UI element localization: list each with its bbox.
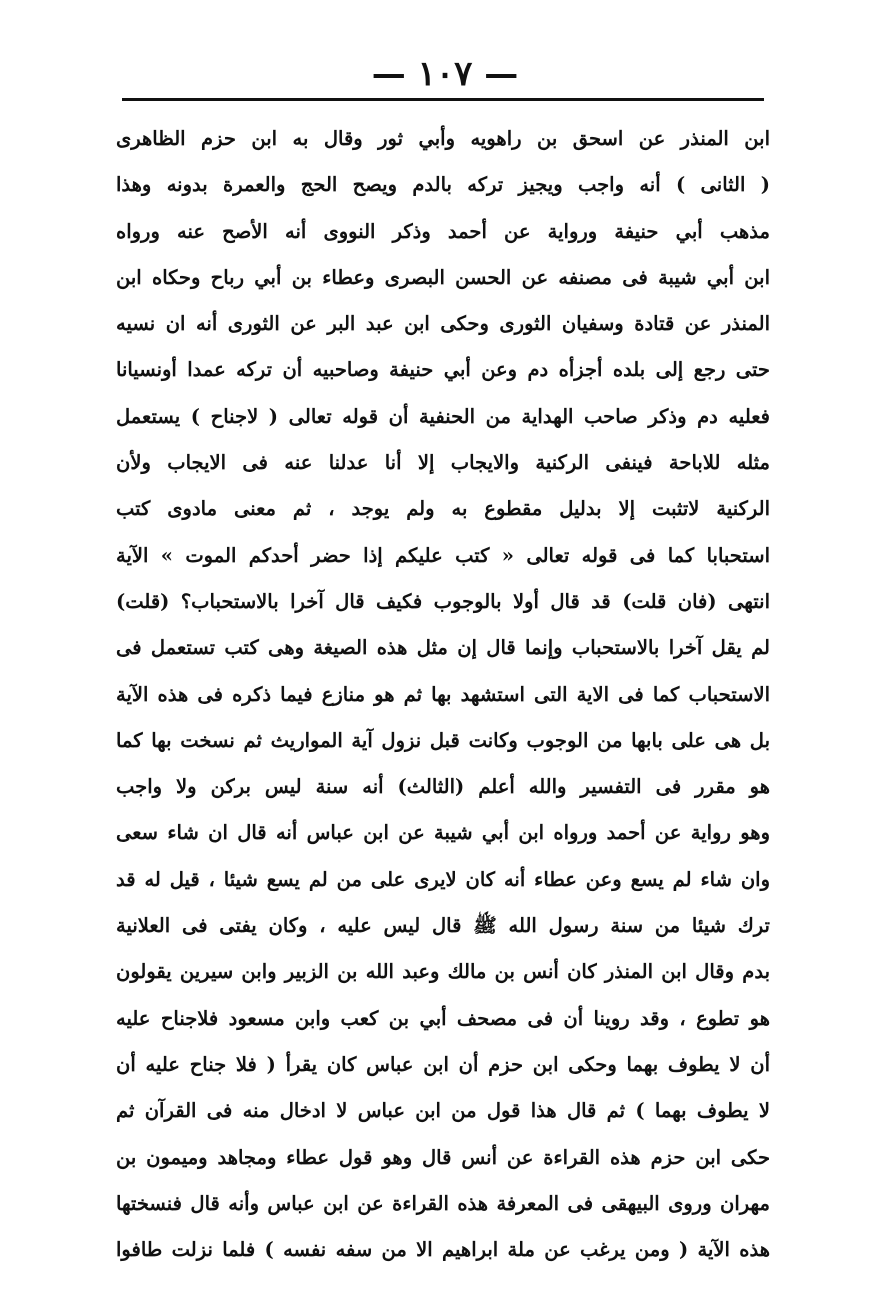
text-line: مثله للاباحة فينفى الركنية والايجاب إلا أنا عدلنا عنه فى الايجاب ولأن [116,451,770,475]
text-line: بل هى على بابها من الوجوب وكانت قبل نزول آية المواريث ثم نسخت بها كما [116,728,770,752]
text-line: حتى رجع إلى بلده أجزأه دم وعن أبي حنيفة وصاحبيه أن تركه عمدا أونسيانا [116,358,770,382]
text-line: حكى ابن حزم هذه القراءة عن أنس قال وهو قول عطاء ومجاهد وميمون بن [116,1145,770,1169]
text-line: ( الثانى ) أنه واجب ويجيز تركه بالدم ويصح الحج والعمرة بدونه وهذا [116,173,770,197]
text-line: أن لا يطوف بهما وحكى ابن حزم أن ابن عباس كان يقرأ ( فلا جناح عليه أن [116,1052,770,1076]
text-line: لا يطوف بهما ) ثم قال هذا قول من ابن عباس لا ادخال منه فى القرآن ثم [116,1099,770,1123]
text-line: ابن المنذر عن اسحق بن راهويه وأبي ثور وقال به ابن حزم الظاهرى [116,127,770,150]
text-line: وهو رواية عن أحمد ورواه ابن أبي شيبة عن ابن عباس أنه قال ان شاء سعى [116,821,770,845]
text-body [116,116,770,1273]
text-line: بدم وقال ابن المنذر كان أنس بن مالك وعبد الله بن الزبير وابن سيرين يقولون [116,960,770,984]
text-line: انتهى (فان قلت) قد قال أولا بالوجوب فكيف قال آخرا بالاستحباب؟ (قلت) [116,589,770,613]
header-rule [122,98,764,101]
text-line: ترك شيئا من سنة رسول الله ﷺ قال ليس عليه ، وكان يفتى فى العلانية [116,914,770,938]
text-line: هو مقرر فى التفسير والله أعلم (الثالث) أنه سنة ليس بركن ولا واجب [116,775,770,799]
text-line: هو تطوع ، وقد روينا أن فى مصحف أبي بن كعب وابن مسعود فلاجناح عليه [116,1006,770,1030]
page-number: — ١٠٧ — [371,54,519,94]
text-line: فعليه دم وذكر صاحب الهداية من الحنفية أن قوله تعالى ( لاجناح ) يستعمل [116,404,770,428]
text-line: المنذر عن قتادة وسفيان الثورى وحكى ابن عبد البر عن الثورى أنه ان نسيه [116,312,770,336]
text-line: وان شاء لم يسع وعن عطاء أنه كان لايرى على من لم يسع شيئا ، قيل له قد [116,867,770,891]
text-line: الاستحباب كما فى الاية التى استشهد بها ثم هو منازع فيما ذكره فى هذه الآية [116,682,770,706]
text-line: لم يقل آخرا بالاستحباب وإنما قال إن مثل هذه الصيغة وهى كتب تستعمل فى [116,636,770,660]
text-line: ابن أبي شيبة فى مصنفه عن الحسن البصرى وعطاء بن أبي رباح وحكاه ابن [116,265,770,289]
text-line: استحبابا كما فى قوله تعالى « كتب عليكم إذا حضر أحدكم الموت » الآية [116,543,770,567]
text-line: هذه الآية ( ومن يرغب عن ملة ابراهيم الا من سفه نفسه ) فلما نزلت طافوا [116,1238,770,1262]
text-line: مهران وروى البيهقى فى المعرفة هذه القراءة عن ابن عباس وأنه قال فنسختها [116,1191,770,1215]
text-line: مذهب أبي حنيفة ورواية عن أحمد وذكر النووى أنه الأصح عنه ورواه [116,219,770,243]
text-line: الركنية لاتثبت إلا بدليل مقطوع به ولم يوجد ، ثم معنى مادوى كتب [116,497,770,521]
